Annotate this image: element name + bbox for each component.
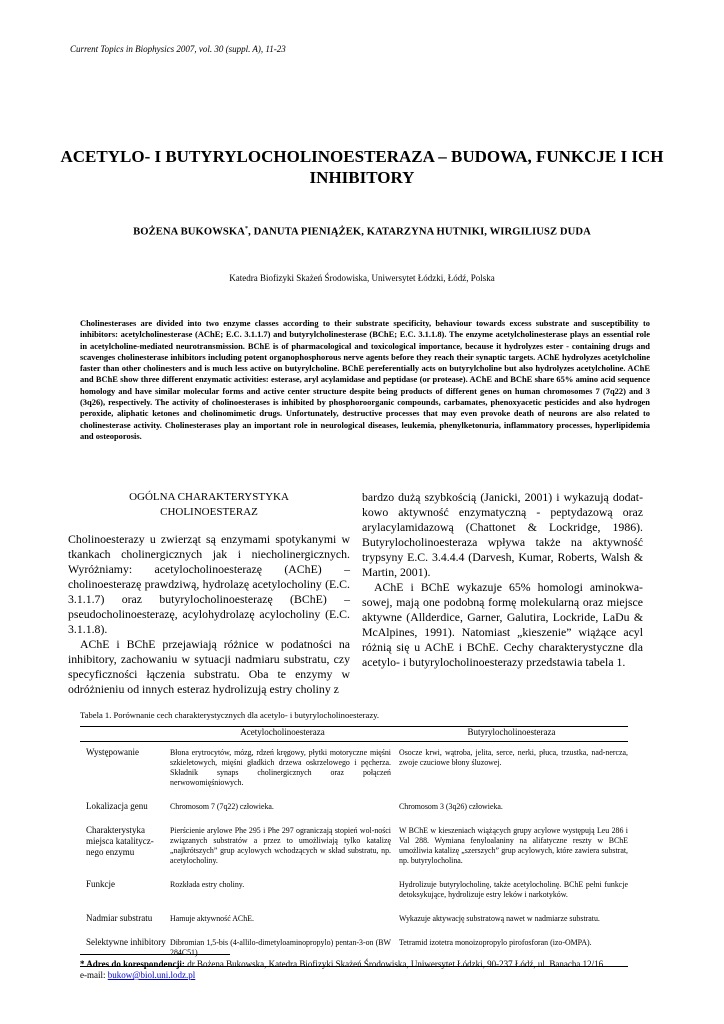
cell-bche: Wykazuje aktywację substratową nawet w nadmiarze substratu. [399, 914, 600, 923]
footnote-divider [80, 954, 230, 955]
affiliation: Katedra Biofizyki Skażeń Środowiska, Uniwersytet Łódzki, Łódź, Polska [229, 273, 495, 283]
table-caption: Tabela 1. Porównanie cech charakterystycznych dla acetylo- i butyrylocholinoesterazy. [80, 710, 380, 720]
row-label: Funkcje [86, 879, 115, 889]
paragraph: bardzo dużą szybkością (Janicki, 2001) i wykazują dodat-kowo aktywność enzymatyczną - peptydazową oraz arylacylamidazową (Chattonet & Lockridge, 1986). Butyrylocholinoesteraza wpływa także na aktywność trypsyny E.C. 3.4.4.4 (Darvesh, Kumar, Roberts, Walsh & Martin, 2001). [362, 490, 643, 579]
header-cell-ache: Acetylocholinoesteraza [240, 727, 325, 737]
header-cell [80, 727, 170, 742]
cell-bche: Hydrolizuje butyrylocholinę, także acetylocholinę. BChE pełni funkcje detoksykujące, hydrolizuje estry leków i narkotyków. [399, 880, 628, 899]
cell-ache: Błona erytrocytów, mózg, rdzeń kręgowy, płytki motoryczne mięśni szkieletowych, mięśni gładkich drzewa oskrzelowego i pęcherza. Składnik synaps cholinergicznych oraz połączeń nerwowomięśniowych. [170, 748, 391, 787]
paper-title: ACETYLO- I BUTYRYLOCHOLINOESTERAZA – BUDOWA, FUNKCJE I ICH INHIBITORY [60, 147, 664, 187]
paragraph: AChE i BChE wykazuje 65% homologi aminokwa-sowej, mają one podobną formę molekularną oraz miejsce aktywne (Allderdice, Garner, Galutira, Lockride, LaDu & McAlpines, 1991). Natomiast „kieszenie” wiążące acyl różnią się u AChE i BChE. Cechy charakterystyczne dla acetylo- i butyrylocholinoesterazy przedstawia tabela 1. [362, 580, 643, 669]
other-authors: , DANUTA PIENIĄŻEK, KATARZYNA HUTNIKI, WIRGILIUSZ DUDA [248, 226, 591, 238]
section-heading [68, 490, 350, 520]
author-list [60, 226, 664, 238]
abstract: Cholinesterases are divided into two enzyme classes according to their substrate specificity, behaviour towards excess substrate and susceptibility to inhibitors: acetylcholinesterase (AChE; E.C. 3.1.1.7) and butyrylcholinesterase (BChE; E.C. 3.1.1.8). The enzyme acetylcholinesterase plays an essential role in acetylcholine-mediated neurotransmission. BChE is of pharmacological and toxicological importance, because it hydrolyzes ester - containing drugs and scavenges cholinesterase inhibitors including potent organophosphorous nerve agents before they reach their synaptic targets. AChE hydrolyzes acetylcholine faster than other cholinesters and is much less active on butyrylcholine. BChE pereferentially acts on butyrylcholine but also hydrolyzes acetylcholine. AChE and BChE show three different enzymatic activities: esterase, aryl acylamidase and peptidase (or protease). AChE and BChE share 65% amino acid sequence homology and have similar molecular forms and active center structure despite being products of different genes on human chromosomes 7 (7q22) and 3 (3q26), respectively. The activity of cholinoesterases is inhibited by phosphoroorganic compounds, carbamates, phenoxyacetic pesticides and also hydrogen peroxide, aliphatic ketones and cholinomimetic drugs. Unfortunately, destructive processes that may even provoke death of neurons are also related to cholinesterase activity. Cholinesterases play an important role in neurological diseases, leukemia, phenylketonuria, inflammatory processes, hyperlipidemia and osteoporosis. [80, 318, 650, 441]
row-label: Lokalizacja genu [86, 801, 148, 811]
cell-ache: Rozkłada estry choliny. [170, 880, 245, 889]
comparison-table [80, 726, 628, 967]
paragraph: AChE i BChE przejawiają różnice w podatności na inhibitory, zachowaniu w sytuacji nadmiaru substratu, czy specyficzności łączenia substratu. Oba te enzymy w odróżnieniu od innych esteraz hydrolizują estry choliny z [68, 637, 350, 696]
footnote-label: * Adres do korespondencji: [80, 959, 185, 969]
table-row [80, 820, 628, 874]
cell-bche: Osocze krwi, wątroba, jelita, serce, nerki, płuca, trzustka, nad-nercza, zwoje czuciowe błony śluzowej. [399, 748, 628, 767]
cell-ache: Hamuje aktywność AChE. [170, 914, 254, 923]
row-label: Selektywne inhibitory [86, 937, 166, 947]
table-row [80, 796, 628, 820]
first-author: BOŻENA BUKOWSKA [133, 226, 245, 238]
left-column [68, 490, 350, 697]
table-row [80, 742, 628, 797]
row-label: Występowanie [86, 747, 139, 757]
footnote-text: dr Bożena Bukowska, Katedra Biofizyki Skażeń Środowiska, Uniwersytet Łódzki, 90-237 Łódź, ul. Banacha 12/16 [184, 959, 604, 969]
section-heading-line2: CHOLINOESTERAZ [160, 506, 258, 518]
right-column [362, 490, 643, 670]
table-row [80, 908, 628, 932]
cell-bche: Chromosom 3 (3q26) człowieka. [399, 802, 503, 811]
cell-bche: W BChE w kieszeniach wiążących grupy acylowe występują Leu 286 i Val 288. Wymiana fenyloalaniny na alifatyczne reszty w BChE umożliwia katalizę „szerszych” grup acylowych, które zawiera substrat, np. butyrylocholina. [399, 826, 628, 865]
journal-citation: Current Topics in Biophysics 2007, vol. 30 (suppl. A), 11-23 [70, 44, 286, 54]
row-label: Nadmiar substratu [86, 913, 153, 923]
paragraph: Cholinoesterazy u zwierząt są enzymami spotykanymi w tkankach cholinergicznych jak i niecholinergicznych. Wyróżniamy: acetylocholinoesterazę (AChE) – cholinoesterazę prawdziwą, hydrolazę acetylocholiny (E.C. 3.1.1.7) oraz butyrylocholinoesterazę (BChE) – pseudocholinoesterazę, acylohydrolazę acylocholiny (E.C. 3.1.1.8). [68, 532, 350, 636]
header-cell-bche: Butyrylocholinoesteraza [467, 727, 556, 737]
cell-ache: Dibromian 1,5-bis (4-allilo-dimetyloaminopropylo) pentan-3-on (BW 284C51). [170, 938, 391, 957]
section-heading-line1: OGÓLNA CHARAKTERYSTYKA [129, 491, 289, 503]
email-link[interactable]: bukow@biol.uni.lodz.pl [107, 970, 196, 980]
row-label: Charakterystyka miejsca katalitycz-nego enzymu [86, 825, 154, 857]
table-row [80, 874, 628, 908]
table-header-row [80, 727, 628, 742]
email-label: e-mail: [80, 970, 108, 980]
footnote [80, 959, 660, 981]
cell-ache: Pierścienie arylowe Phe 295 i Phe 297 ograniczają stopień wol-ności związanych substratów a przez to umożliwiają tylko katalizę „najkrótszych” grup acylowych wchodzących w skład substratu, np. acetylocholiny. [170, 826, 391, 865]
corresponding-mark: * [244, 226, 249, 232]
cell-ache: Chromosom 7 (7q22) człowieka. [170, 802, 274, 811]
cell-bche: Tetramid izotetra monoizopropylo pirofosforan (izo-OMPA). [399, 938, 592, 947]
